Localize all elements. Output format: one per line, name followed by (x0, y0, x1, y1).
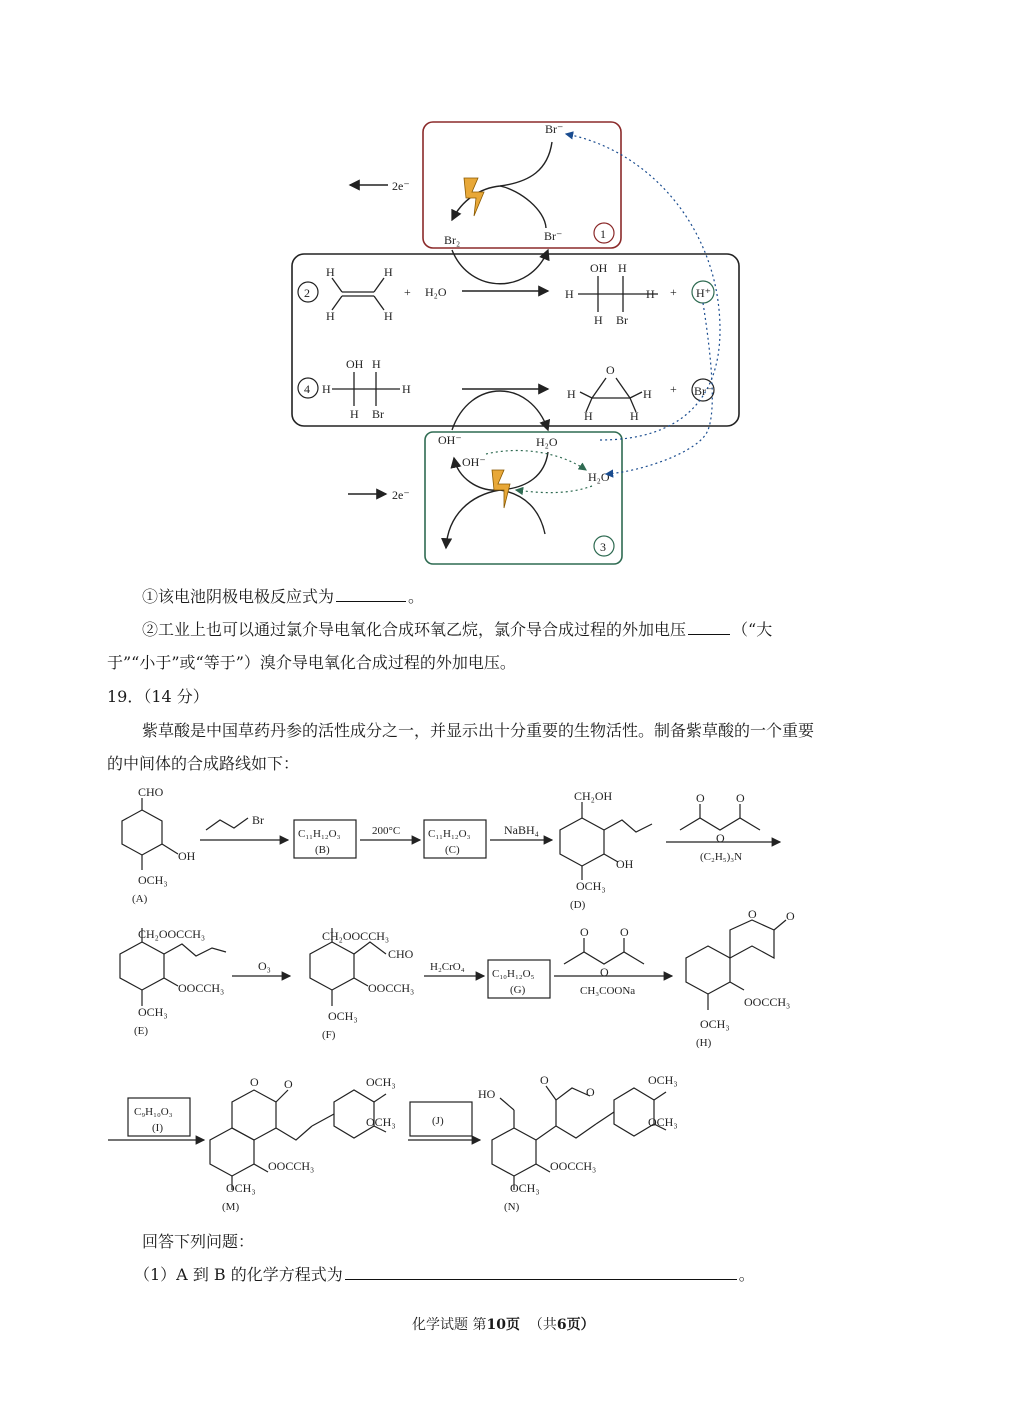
svg-text:O: O (606, 363, 615, 377)
q18-line1-text: ①该电池阴极电极反应式为 (142, 587, 335, 606)
svg-text:CHO: CHO (388, 947, 414, 961)
q18-line2-end: （“大 (732, 620, 773, 639)
svg-text:H: H (322, 382, 331, 396)
q18-line2 (142, 617, 772, 640)
svg-text:CH₂OOCCH₃: CH₂OOCCH₃ (322, 929, 390, 943)
synthesis-scheme (0, 780, 1018, 1230)
svg-text:H: H (643, 387, 652, 401)
svg-text:(N): (N) (504, 1201, 520, 1213)
svg-text:(G): (G) (510, 984, 526, 996)
lightning-icon-top (464, 178, 484, 216)
svg-text:(E): (E) (134, 1025, 149, 1037)
q18-line2-text: ②工业上也可以通过氯介导电氧化合成环氧乙烷，氯介导合成过程的外加电压 (142, 620, 687, 639)
svg-text:H: H (567, 387, 576, 401)
svg-text:OOCCH₃: OOCCH₃ (744, 995, 791, 1009)
svg-text:O: O (736, 791, 745, 805)
anode-box (423, 122, 621, 248)
svg-text:OCH₃: OCH₃ (138, 1005, 168, 1019)
bromine: Br₂ (444, 233, 461, 247)
svg-text:OCH₃: OCH₃ (576, 879, 606, 893)
answer-blank-2[interactable] (688, 620, 730, 635)
svg-text:O: O (716, 831, 725, 845)
proton: H⁺ (696, 286, 711, 300)
q19-heading: 19．（14 分） (107, 687, 209, 706)
footer-total-suffix: 页） (566, 1317, 595, 1333)
footer-subject: 化学试题 (412, 1317, 468, 1333)
svg-text:OCH₃: OCH₃ (226, 1181, 256, 1195)
q18-line1-end: 。 (408, 587, 425, 606)
q19-intro-1: 紫草酸是中国草药丹参的活性成分之一，并显示出十分重要的生物活性。制备紫草酸的一个重要 (142, 721, 815, 740)
svg-text:(D): (D) (570, 899, 586, 911)
water-reactant: H₂O (425, 285, 447, 299)
ethylene-oxide (580, 378, 642, 412)
svg-text:(M): (M) (222, 1201, 240, 1213)
circle-3: 3 (600, 540, 606, 554)
svg-text:O: O (580, 925, 589, 939)
svg-text:O: O (540, 1073, 549, 1087)
svg-text:O: O (786, 909, 795, 923)
svg-text:C₉H₁₀O₃: C₉H₁₀O₃ (134, 1106, 173, 1118)
svg-text:OH⁻: OH⁻ (462, 455, 486, 469)
svg-text:(B): (B) (315, 844, 330, 856)
answer-prompt: 回答下列问题： (142, 1232, 255, 1251)
svg-text:H: H (326, 265, 335, 279)
svg-text:CHO: CHO (138, 785, 164, 799)
svg-text:OH: OH (616, 857, 634, 871)
svg-text:H₂CrO₄: H₂CrO₄ (430, 961, 465, 973)
footer-page-prefix: 第 (472, 1317, 487, 1333)
answer-blank-1[interactable] (336, 587, 406, 602)
svg-text:200°C: 200°C (372, 825, 401, 837)
footer-page-suffix: 页 (505, 1317, 520, 1333)
bromide-top: Br⁻ (545, 122, 564, 136)
svg-text:OCH₃: OCH₃ (700, 1017, 730, 1031)
svg-text:(C₂H₅)₃N: (C₂H₅)₃N (700, 851, 743, 863)
svg-text:O: O (620, 925, 629, 939)
svg-text:O: O (748, 907, 757, 921)
svg-text:Br: Br (372, 407, 384, 421)
svg-text:OOCCH₃: OOCCH₃ (268, 1159, 315, 1173)
circle-2: 2 (304, 286, 310, 300)
svg-text:(I): (I) (152, 1122, 163, 1134)
svg-text:H₂O: H₂O (588, 470, 610, 484)
svg-text:O: O (696, 791, 705, 805)
svg-text:OOCCH₃: OOCCH₃ (550, 1159, 597, 1173)
svg-text:OOCCH₃: OOCCH₃ (368, 981, 415, 995)
svg-text:OCH₃: OCH₃ (648, 1073, 678, 1087)
page-footer (412, 1314, 595, 1334)
svg-text:H: H (565, 287, 574, 301)
svg-text:+: + (670, 285, 677, 299)
svg-text:OCH₃: OCH₃ (648, 1115, 678, 1129)
svg-text:Br: Br (252, 813, 264, 827)
svg-text:H: H (402, 382, 411, 396)
q18-line1 (142, 584, 424, 607)
svg-text:(A): (A) (132, 893, 148, 905)
q19-part1 (134, 1262, 755, 1285)
svg-text:H: H (584, 409, 593, 423)
svg-text:H: H (618, 261, 627, 275)
footer-total-prefix: （共 (528, 1317, 557, 1333)
svg-text:(H): (H) (696, 1037, 712, 1049)
q19-part1-end: 。 (738, 1265, 755, 1284)
svg-text:HO: HO (478, 1087, 496, 1101)
svg-text:H: H (384, 265, 393, 279)
electrochemical-mechanism-diagram (0, 0, 1018, 580)
footer-total-number: 6 (556, 1317, 567, 1333)
bromide-mid: Br⁻ (544, 229, 563, 243)
circle-4: 4 (304, 382, 310, 396)
svg-text:C₁₁H₁₂O₃: C₁₁H₁₂O₃ (298, 828, 341, 840)
svg-text:H: H (372, 357, 381, 371)
svg-text:O₃: O₃ (258, 959, 271, 973)
svg-text:C₁₁H₁₂O₃: C₁₁H₁₂O₃ (428, 828, 471, 840)
svg-text:H₂O: H₂O (536, 435, 558, 449)
svg-text:H: H (350, 407, 359, 421)
svg-text:OCH₃: OCH₃ (328, 1009, 358, 1023)
svg-text:OH⁻: OH⁻ (438, 433, 462, 447)
svg-text:O: O (586, 1085, 595, 1099)
svg-text:(F): (F) (322, 1029, 336, 1041)
svg-text:H: H (384, 309, 393, 323)
svg-text:OCH₃: OCH₃ (366, 1115, 396, 1129)
svg-text:OH: OH (178, 849, 196, 863)
lightning-icon-bottom (492, 470, 510, 508)
svg-text:CH₂OOCCH₃: CH₂OOCCH₃ (138, 927, 206, 941)
answer-blank-3[interactable] (345, 1265, 737, 1280)
svg-text:OCH₃: OCH₃ (138, 873, 168, 887)
q19-part1-text: （1）A 到 B 的化学方程式为 (134, 1265, 343, 1284)
svg-text:O: O (250, 1075, 259, 1089)
svg-text:CH₃COONa: CH₃COONa (580, 985, 636, 997)
svg-text:OH: OH (590, 261, 608, 275)
svg-text:CH₂OH: CH₂OH (574, 789, 613, 803)
svg-text:H: H (630, 409, 639, 423)
svg-text:OCH₃: OCH₃ (366, 1075, 396, 1089)
svg-text:O: O (600, 965, 609, 979)
svg-text:+: + (404, 285, 411, 299)
svg-text:H: H (646, 287, 655, 301)
svg-text:OOCCH₃: OOCCH₃ (178, 981, 225, 995)
svg-text:(J): (J) (432, 1115, 444, 1127)
svg-text:H: H (326, 309, 335, 323)
svg-text:(C): (C) (445, 844, 460, 856)
svg-text:OH: OH (346, 357, 364, 371)
electron-top: 2e⁻ (392, 179, 410, 193)
footer-page-number: 10 (486, 1317, 506, 1333)
svg-text:H: H (594, 313, 603, 327)
svg-text:OCH₃: OCH₃ (510, 1181, 540, 1195)
bromide-ion: Br⁻ (694, 384, 713, 398)
electron-bottom: 2e⁻ (392, 488, 410, 502)
svg-text:O: O (284, 1077, 293, 1091)
svg-text:Br: Br (616, 313, 628, 327)
svg-text:C₁₀H₁₂O₅: C₁₀H₁₂O₅ (492, 968, 535, 980)
svg-text:NaBH₄: NaBH₄ (504, 823, 539, 837)
q18-line3: 于”“小于”或“等于”）溴介导电氧化合成过程的外加电压。 (107, 653, 516, 672)
reaction-box (292, 254, 739, 426)
circle-1: 1 (600, 227, 606, 241)
svg-text:+: + (670, 382, 677, 396)
ethylene (332, 278, 384, 310)
q19-intro-2: 的中间体的合成路线如下： (107, 754, 300, 773)
